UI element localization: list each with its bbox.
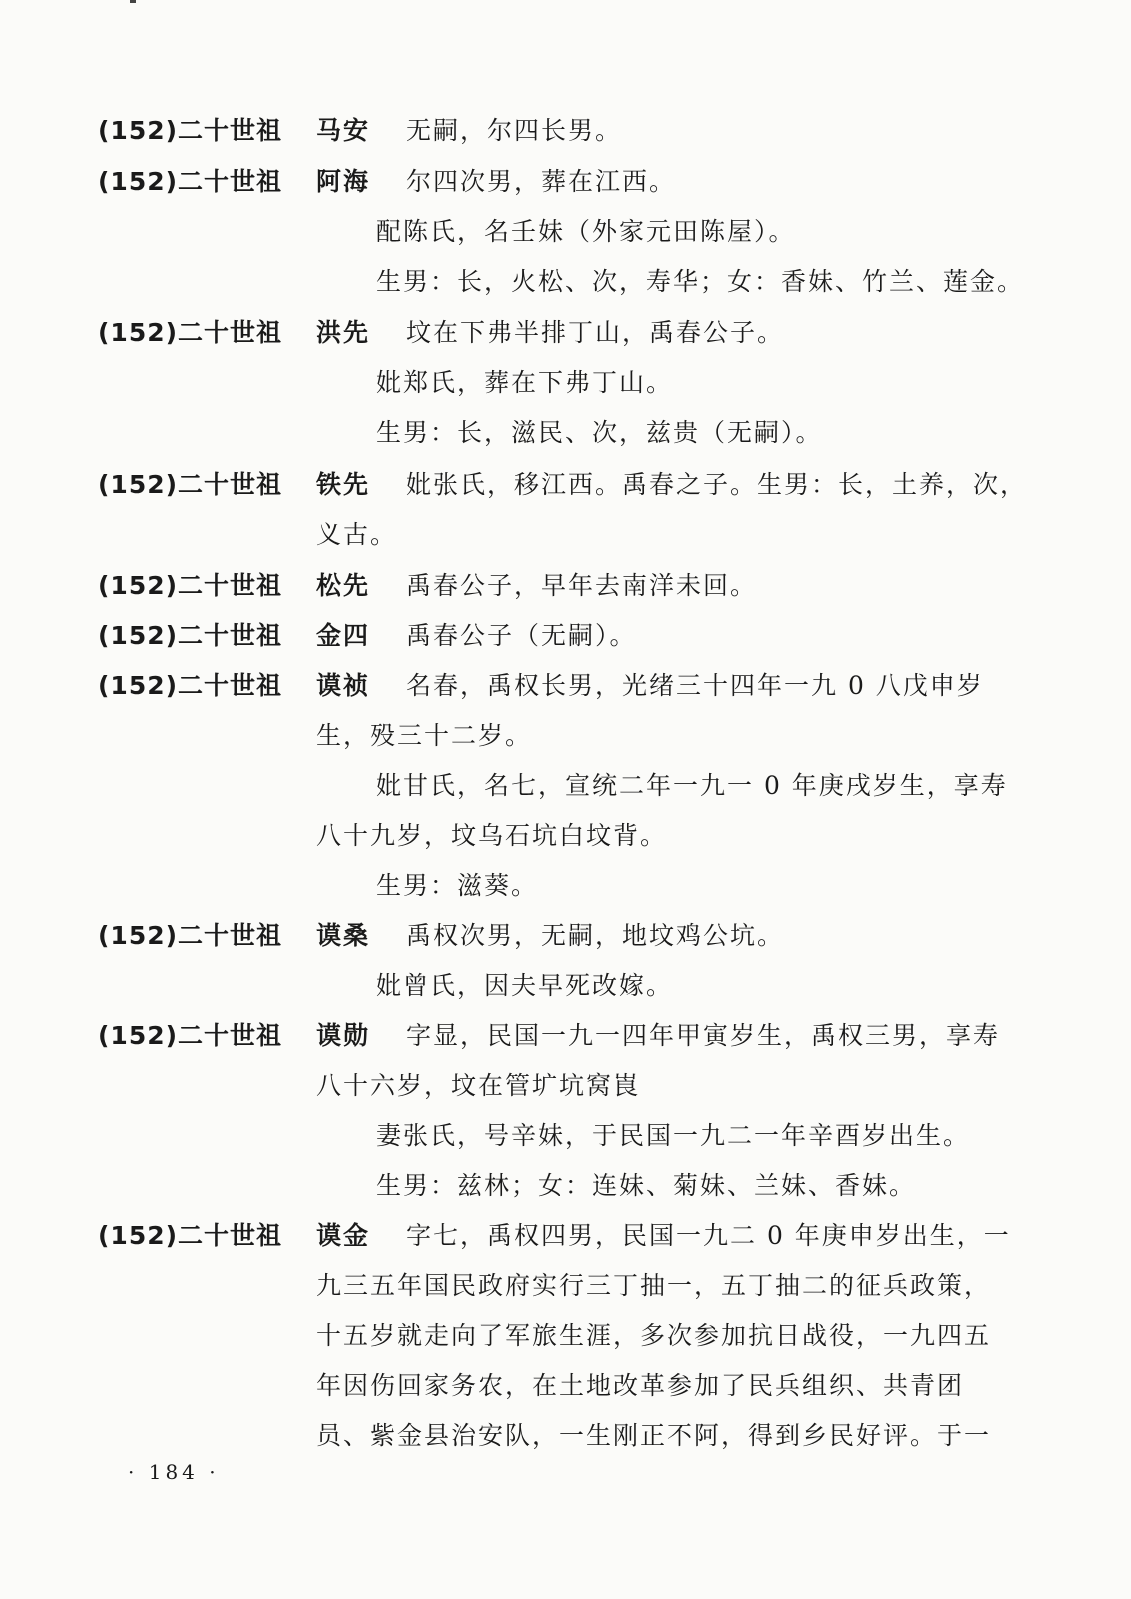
entry-line [98,257,1058,307]
entry-line [98,811,1058,861]
person-name: 谟桑 [316,921,371,950]
entry-line [98,460,1058,510]
entry-line [98,661,1058,711]
generation-label: (152)二十世祖 [98,470,283,499]
entry-text-continued: 生，殁三十二岁。 [316,721,533,750]
generation-label: (152)二十世祖 [98,1021,283,1050]
entry-text: 尔四次男，葬在江西。 [406,167,677,196]
entry-text: 禹春公子（无嗣）。 [406,621,637,650]
spouse-text: 妻张氏，号辛妹，于民国一九二一年辛酉岁出生。 [376,1121,971,1150]
entry-line [98,561,1058,611]
generation-label: (152)二十世祖 [98,167,283,196]
entry-line [98,358,1058,408]
entry-line [98,408,1058,458]
genealogy-entry [98,157,1058,307]
entry-line [98,1161,1058,1211]
entry-line [98,510,1058,560]
genealogy-entry [98,1211,1058,1461]
children-text: 生男：滋葵。 [376,871,539,900]
entry-text: 禹权次男，无嗣，地坟鸡公坑。 [406,921,785,950]
genealogy-entry [98,611,1058,661]
entry-line [98,961,1058,1011]
generation-label: (152)二十世祖 [98,671,283,700]
entry-text: 无嗣，尔四长男。 [406,116,623,145]
entry-text: 禹春公子，早年去南洋未回。 [406,571,758,600]
scan-mark [130,0,136,3]
entry-line [98,761,1058,811]
generation-label: (152)二十世祖 [98,1221,283,1250]
person-name: 谟金 [316,1221,371,1250]
genealogy-entry [98,308,1058,458]
spouse-text: 妣郑氏，葬在下弗丁山。 [376,368,674,397]
generation-label: (152)二十世祖 [98,318,283,347]
genealogy-entry [98,1011,1058,1211]
spouse-text: 妣曾氏，因夫早死改嫁。 [376,971,674,1000]
entry-line [98,1261,1058,1311]
entry-line [98,157,1058,207]
entry-text: 妣张氏，移江西。禹春之子。生男：长，土养，次， [406,470,1028,499]
entry-text-continued: 八十六岁，坟在管圹坑窝崀 [316,1071,641,1100]
entry-line [98,711,1058,761]
person-name: 阿海 [316,167,371,196]
entry-text-continued: 十五岁就走向了军旅生涯，多次参加抗日战役，一九四五 [316,1321,992,1350]
spouse-text: 妣甘氏，名七，宣统二年一九一 0 年庚戌岁生，享寿 [376,771,1008,800]
entry-text: 字显，民国一九一四年甲寅岁生，禹权三男，享寿 [406,1021,1001,1050]
entry-text-continued: 员、紫金县治安队，一生刚正不阿，得到乡民好评。于一 [316,1421,992,1450]
children-text: 生男：长，火松、次，寿华；女：香妹、竹兰、莲金。 [376,267,1025,296]
person-name: 金四 [316,621,371,650]
genealogy-entry [98,460,1058,560]
entry-text-continued: 年因伤回家务农，在土地改革参加了民兵组织、共青团 [316,1371,965,1400]
entry-line [98,911,1058,961]
spouse-text: 配陈氏，名壬妹（外家元田陈屋）。 [376,217,796,246]
genealogy-entry [98,661,1058,911]
genealogy-entry [98,106,1058,156]
entry-line [98,1111,1058,1161]
entry-line [98,1411,1058,1461]
generation-label: (152)二十世祖 [98,921,283,950]
entry-line [98,207,1058,257]
children-text: 生男：兹林；女：连妹、菊妹、兰妹、香妹。 [376,1171,917,1200]
person-name: 谟勋 [316,1021,371,1050]
genealogy-entry [98,561,1058,611]
entry-line [98,1361,1058,1411]
person-name: 松先 [316,571,371,600]
person-name: 铁先 [316,470,371,499]
entry-text: 名春，禹权长男，光绪三十四年一九 0 八戊申岁 [406,671,984,700]
entry-text: 字七，禹权四男，民国一九二 0 年庚申岁出生，一 [406,1221,1011,1250]
entry-line [98,106,1058,156]
page-number: · 184 · [128,1460,220,1484]
entry-line [98,1061,1058,1111]
entry-line [98,861,1058,911]
genealogy-entry [98,911,1058,1011]
entry-line [98,1011,1058,1061]
entry-text: 坟在下弗半排丁山，禹春公子。 [406,318,785,347]
generation-label: (152)二十世祖 [98,116,283,145]
spouse-text-continued: 八十九岁，坟乌石坑白坟背。 [316,821,668,850]
entry-text-continued: 九三五年国民政府实行三丁抽一，五丁抽二的征兵政策， [316,1271,992,1300]
entry-line [98,1311,1058,1361]
generation-label: (152)二十世祖 [98,571,283,600]
person-name: 洪先 [316,318,371,347]
children-text: 生男：长，滋民、次，兹贵（无嗣）。 [376,418,823,447]
person-name: 马安 [316,116,371,145]
entry-text-continued: 义古。 [316,520,398,549]
entry-line [98,308,1058,358]
entry-line [98,1211,1058,1261]
person-name: 谟祯 [316,671,371,700]
entry-line [98,611,1058,661]
generation-label: (152)二十世祖 [98,621,283,650]
